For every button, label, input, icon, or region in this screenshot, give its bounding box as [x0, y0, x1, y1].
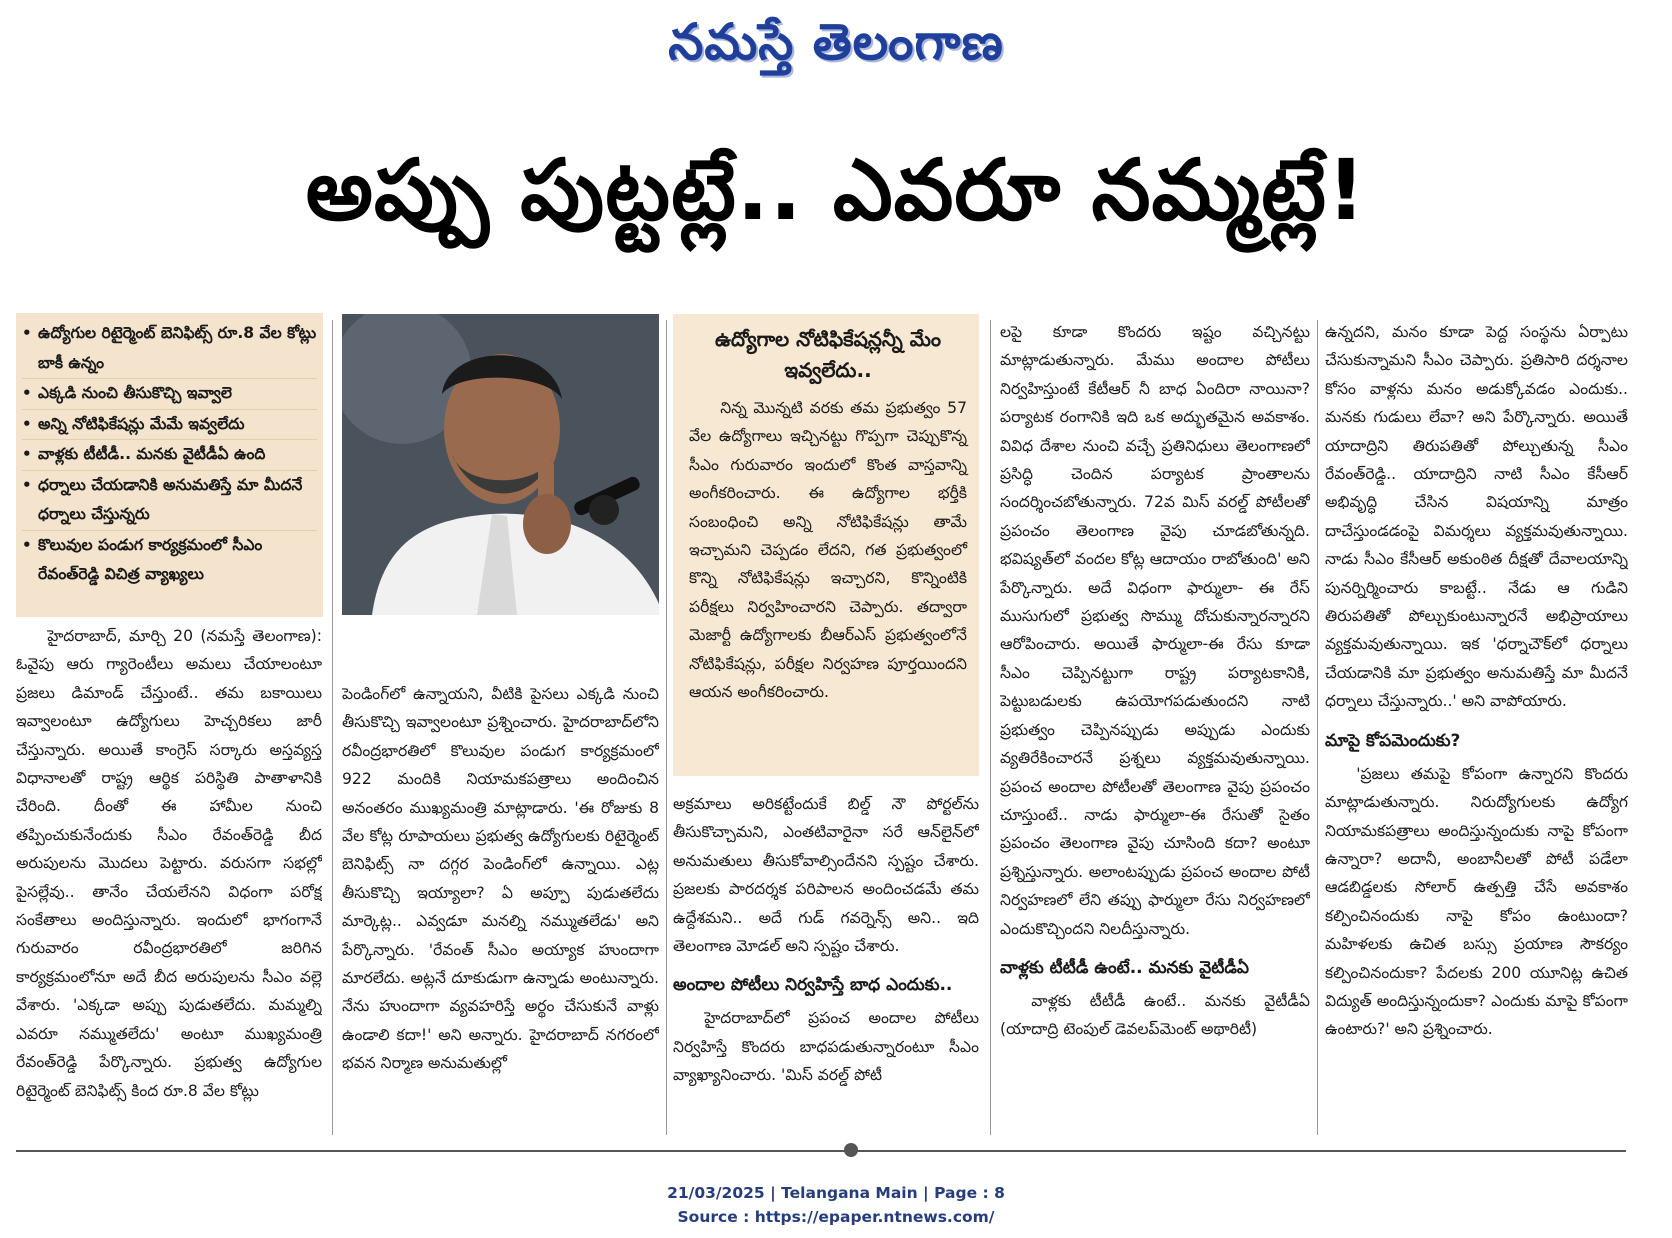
- bullet-text: ఉద్యోగుల రిటైర్మెంట్ బెనిఫిట్స్ రూ.8 వేల కోట్లు బాకీ ఉన్నం: [38, 324, 317, 372]
- subheading: అందాల పోటీలు నిర్వహిస్తే బాధ ఎందుకు..: [673, 975, 953, 996]
- bullet-box: [16, 313, 323, 617]
- column-divider: [990, 320, 991, 1135]
- column-1: [16, 622, 322, 1138]
- column-divider: [666, 320, 667, 1135]
- masthead: నమస్తే తెలంగాణ: [668, 12, 1004, 71]
- news-photo: [342, 314, 659, 615]
- article-paragraph: హైదరాబాద్, మార్చి 20 (నమస్తే తెలంగాణ): ఓవైపు ఆరు గ్యారెంటీలు అమలు చేయాలంటూ ప్రజలు డిమాండ్ చేస్తుంటే.. తమ బకాయిలు ఇవ్వాలంటూ ఉద్యోగులు హెచ్చరికలు జారీ చేస్తున్నారు. అయితే కాంగ్రెస్ సర్కారు అస్తవ్యస్త విధానాలతో రాష్ట్ర ఆర్థిక పరిస్థితి పాతాళానికి చేరింది. దీంతో ఈ హామీల నుంచి తప్పించుకునేందుకు సీఎం రేవంత్‌రెడ్డి బీద అరుపులను మొదలు పెట్టారు. వరుసగా సభల్లో పైసల్లేవు.. తానేం చేయలేనని విధంగా పరోక్ష సంకేతాలు అందిస్తున్నారు. ఇందులో భాగంగానే గురువారం రవీంద్రభారతిలో జరిగిన కార్యక్రమంలోనూ అదే బీద అరుపులను సీఎం వల్లె వేశారు. 'ఎక్కడా అప్పు పుడుతలేదు. మమ్మల్ని ఎవరూ నమ్ముతలేదు' అంటూ ముఖ్యమంత్రి రేవంత్‌రెడ్డి పేర్కొన్నారు. ప్రభుత్వ ఉద్యోగుల రిటైర్మెంట్ బెనిఫిట్స్ కింద రూ.8 వేల కోట్లు: [16, 627, 322, 1100]
- article-paragraph: 'ప్రజలు తమపై కోపంగా ఉన్నారని కొందరు మాట్లాడుతున్నారు. నిరుద్యోగులకు ఉద్యోగ నియామకపత్రాలు అందిస్తున్నందుకు నాపై కోపంగా ఉన్నారా? అదానీ, అంబానీలతో పోటీ పడేలా ఆడబిడ్డలకు సోలార్ ఉత్పత్తి చేసే అవకాశం కల్పించినందుకు నాపై కోపం ఉంటుందా? మహిళలకు ఉచిత బస్సు ప్రయాణ సౌకర్యం కల్పించినందుకా? పేదలకు 200 యూనిట్ల ఉచిత విద్యుత్ అందిస్తున్నందుకా? ఎందుకు మాపై కోపంగా ఉంటారు?' అని ప్రశ్నించారు.: [1325, 764, 1628, 1039]
- article-paragraph: వాళ్లకు టీటీడీ ఉంటే.. మనకు వైటీడీఏ (యాదాద్రి టెంపుల్ డెవలప్‌మెంట్ అథారిటీ): [1000, 991, 1310, 1039]
- subheading: వాళ్లకు టీటీడీ ఉంటే.. మనకు వైటీడీఏ: [1000, 957, 1250, 978]
- bullet-icon: •: [22, 445, 32, 463]
- bullet-item: [22, 471, 317, 531]
- bullet-item: [22, 410, 317, 441]
- article-paragraph: అక్రమాలు అరికట్టేందుకే బిల్డ్ నౌ పోర్టల్‌ను తీసుకొచ్చామని, ఎంతటివారైనా సరే ఆన్‌లైన్‌లో అనుమతులు తీసుకోవాల్సిందేనని స్పష్టం చేశారు. ప్రజలకు పారదర్శక పరిపాలన అందించడమే తమ ఉద్దేశమని.. అదే గుడ్ గవర్నెన్స్ అని.. ఇది తెలంగాణ మోడల్ అని స్పష్టం చేశారు.: [673, 795, 979, 956]
- box-paragraph: నిన్న మొన్నటి వరకు తమ ప్రభుత్వం 57 వేల ఉద్యోగాలు ఇచ్చినట్టు గొప్పగా చెప్పుకొన్న సీఎం గురువారం ఇందులో కొంత వాస్తవాన్ని అంగీకరించారు. ఈ ఉద్యోగాల భర్తీకి సంబంధించి అన్ని నోటిఫికేషన్లు తామే ఇచ్చామని చెప్పడం లేదని, గత ప్రభుత్వంలో కొన్ని నోటిఫికేషన్లు ఇచ్చారని, కొన్నింటికి పరీక్షలు నిర్వహించారని చెప్పారు. తద్వారా మెజార్టీ ఉద్యోగాలకు బీఆర్‌ఎస్ ప్రభుత్వంలోనే నోటిఫికేషన్లు, పరీక్షల నిర్వహణ పూర్తయిందని ఆయన అంగీకరించారు.: [689, 399, 967, 702]
- box-title: ఉద్యోగాల నోటిఫికేషన్లన్నీ మేం ఇవ్వలేదు..: [714, 327, 942, 382]
- subheading: మాపై కోపమెందుకు?: [1325, 730, 1461, 751]
- headline: అప్పు పుట్టట్లే.. ఎవరూ నమ్మట్లే!: [305, 141, 1367, 239]
- article-paragraph: ఉన్నదని, మనం కూడా పెద్ద సంస్థను ఏర్పాటు చేసుకున్నామని సీఎం చెప్పారు. ప్రతిసారి దర్శనాల కోసం వాళ్లను మనం అడుక్కోవడం ఎందుకు.. మనకు గుడులు లేవా? అని పేర్కొన్నారు. అయితే యాదాద్రిని తిరుపతితో పోల్చుతున్న సీఎం రేవంత్‌రెడ్డి.. యాదాద్రిని నాటి సీఎం కేసీఆర్ అభివృద్ధి చేసిన విషయాన్ని మాత్రం దాచేస్తుండడంపై విమర్శలు వ్యక్తమవుతున్నాయి. నాడు సీఎం కేసీఆర్ అకుంఠిత దీక్షతో దేవాలయాన్ని పునర్నిర్మించారు కాబట్టే.. నేడు ఆ గుడిని తిరుపతితో పోల్చుకుంటున్నారనే అభిప్రాయాలు వ్యక్తమవుతున్నాయి. ఇక 'ధర్నాచౌక్‌లో ధర్నాలు చేయడానికి మా ప్రభుత్వం అనుమతిస్తే మా మీదనే ధర్నాలు చేస్తున్నారు..' అని వాపోయారు.: [1325, 323, 1628, 711]
- highlight-box: [673, 314, 979, 776]
- page-bottom-rule: [16, 1150, 1626, 1152]
- bullet-icon: •: [22, 535, 32, 554]
- column-4: [1000, 318, 1310, 1138]
- column-3: [673, 790, 979, 1138]
- column-5: [1325, 318, 1628, 1138]
- column-divider: [332, 320, 333, 1135]
- bullet-icon: •: [22, 384, 32, 402]
- bullet-text: కొలువుల పండుగ కార్యక్రమంలో సీఎం రేవంత్‌రెడ్డి విచిత్ర వ్యాఖ్యలు: [38, 535, 263, 583]
- bullet-item: [22, 319, 317, 379]
- bullet-text: అన్ని నోటిఫికేషన్లు మేమే ఇవ్వలేదు: [38, 414, 245, 433]
- bullet-icon: •: [22, 475, 32, 494]
- article-paragraph: హైదరాబాద్‌లో ప్రపంచ అందాల పోటీలు నిర్వహిస్తే కొందరు బాధపడుతున్నారంటూ సీఎం వ్యాఖ్యానించారు. 'మిస్ వరల్డ్ పోటీ: [673, 1009, 979, 1085]
- article-paragraph: పెండింగ్‌లో ఉన్నాయని, వీటికి పైసలు ఎక్కడి నుంచి తీసుకొచ్చి ఇవ్వాలంటూ ప్రశ్నించారు. హైదరాబాద్‌లోని రవీంద్రభారతిలో కొలువుల పండుగ కార్యక్రమంలో 922 మందికి నియామకపత్రాలు అందించిన అనంతరం ముఖ్యమంత్రి మాట్లాడారు. 'ఈ రోజుకు 8 వేల కోట్ల రూపాయలు ప్రభుత్వ ఉద్యోగులకు రిటైర్మెంట్ బెనిఫిట్స్ నా దగ్గర పెండింగ్‌లో ఉన్నాయి. ఎట్ల తీసుకొచ్చి ఇయ్యాలా? ఏ అప్పూ పుడుతలేదు మార్కెట్ల.. ఎవ్వడూ మనల్ని నమ్ముతలేడు' అని పేర్కొన్నారు. 'రేవంత్ సీఎం అయ్యాక హుందాగా మారలేదు. అట్లనే దూకుడుగా ఉన్నాడు అంటున్నారు. నేను హుందాగా వ్యవహరిస్తే అర్థం చేసుకునే వాళ్లు ఉండాలి కదా!' అని అన్నారు. హైదరాబాద్ నగరంలో భవన నిర్మాణ అనుమతుల్లో: [342, 685, 659, 1073]
- bullet-item: [22, 379, 317, 410]
- footer-date-line: 21/03/2025 | Telangana Main | Page : 8: [667, 1184, 1005, 1202]
- rule-ornament-icon: [844, 1143, 858, 1157]
- person-speaking-photo-icon: [342, 314, 659, 615]
- bullet-item: [22, 440, 317, 471]
- bullet-text: ఎక్కడి నుంచి తీసుకొచ్చి ఇవ్వాలె: [38, 384, 232, 402]
- bullet-icon: •: [22, 414, 32, 433]
- bullet-text: వాళ్లకు టీటీడీ.. మనకు వైటీడీఏ ఉంది: [38, 445, 266, 463]
- column-divider: [1317, 320, 1318, 1135]
- article-paragraph: లపై కూడా కొందరు ఇష్టం వచ్చినట్టు మాట్లాడుతున్నారు. మేము అందాల పోటీలు నిర్వహిస్తుంటే కేటీఆర్ నీ బాధ ఏందిరా నాయినా? పర్యాటక రంగానికి ఇది ఒక అద్భుతమైన అవకాశం. వివిధ దేశాల నుంచి వచ్చే ప్రతినిధులు తెలంగాణలో ప్రసిద్ధి చెందిన పర్యాటక ప్రాంతాలను సందర్శించబోతున్నారు. 72వ మిస్ వరల్డ్ పోటీలతో ప్రపంచం తెలంగాణ వైపు చూడబోతున్నది. భవిష్యత్‌లో వందల కోట్ల ఆదాయం రాబోతుంది' అని పేర్కొన్నారు. అదే విధంగా ఫార్ములా- ఈ రేస్ ముసుగులో ప్రభుత్వ సొమ్ము దోచుకున్నారన్నారని ఆరోపించారు. అయితే ఫార్ములా-ఈ రేసు కూడా సీఎం చెప్పినట్టుగా రాష్ట్ర పర్యాటకానికి, పెట్టుబడులకు ఉపయోగపడుతుందని నాటి ప్రభుత్వం చెప్పినప్పుడు అప్పుడు ఎందుకు వ్యతిరేకించారనే ప్రశ్నలు వ్యక్తమవుతున్నాయి. ప్రపంచ అందాల పోటీలతో తెలంగాణ వైపు ప్రపంచం చూస్తుంటే.. నాడు ఫార్ములా-ఈ రేసుతో సైతం ప్రపంచం తెలంగాణ వైపు చూసింది కదా? అంటూ ప్రశ్నిస్తున్నారు. అలాంటప్పుడు ప్రపంచ అందాల పోటీ నిర్వహణలో లేని తప్పు ఫార్ములా రేసు నిర్వహణలో ఎందుకొచ్చిందని నిలదీస్తున్నారు.: [1000, 323, 1310, 938]
- footer-source-line: Source : https://epaper.ntnews.com/: [677, 1208, 995, 1226]
- column-2: [342, 680, 659, 1138]
- bullet-item: [22, 531, 317, 590]
- bullet-icon: •: [22, 324, 32, 342]
- bullet-text: ధర్నాలు చేయడానికి అనుమతిస్తే మా మీదనే ధర్నాలు చేస్తున్నరు: [38, 475, 303, 523]
